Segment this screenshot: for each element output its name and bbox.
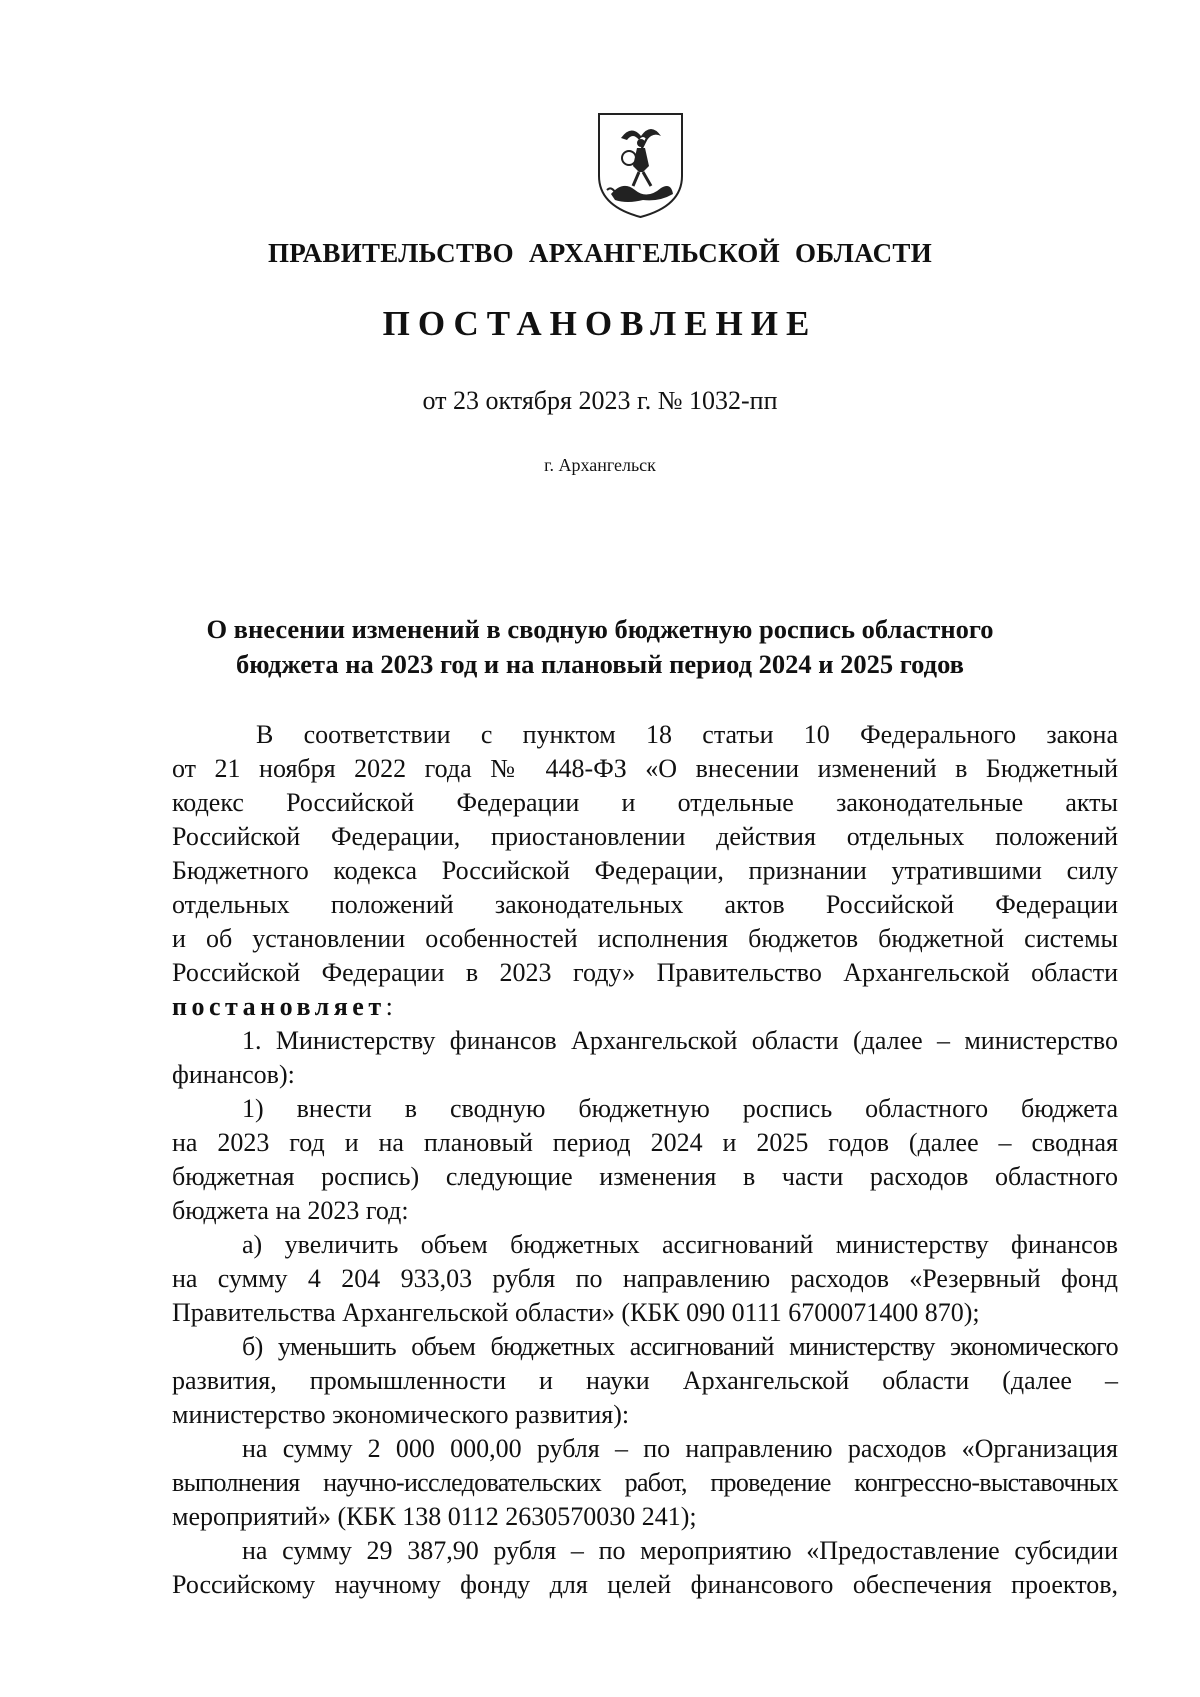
body-line: Российской Федерации, приостановлении действия отдельных положений	[172, 822, 1118, 851]
body-line: развития, промышленности и науки Архангельской области (далее –	[172, 1366, 1118, 1395]
body-line: б) уменьшить объем бюджетных ассигнований министерству экономического	[242, 1332, 1118, 1361]
body-line: выполнения научно-исследовательских работ, проведение конгрессно-выставочных	[172, 1468, 1118, 1497]
preamble-paragraph	[172, 718, 1118, 1024]
body-line: на 2023 год и на плановый период 2024 и 2025 годов (далее – сводная	[172, 1128, 1118, 1157]
document-city: г. Архангельск	[544, 455, 656, 475]
body-line: Российской Федерации в 2023 году» Правительство Архангельской области	[172, 958, 1118, 987]
body-line: Бюджетного кодекса Российской Федерации, признании утратившими силу	[172, 856, 1118, 885]
body-line: бюджета на 2023 год:	[172, 1196, 409, 1225]
document-type-title: ПОСТАНОВЛЕНИЕ	[382, 304, 818, 343]
subitem-b-paragraph	[172, 1330, 1118, 1432]
government-title: ПРАВИТЕЛЬСТВО АРХАНГЕЛЬСКОЙ ОБЛАСТИ	[267, 238, 933, 268]
document-date-number: от 23 октября 2023 г. № 1032-пп	[422, 386, 778, 415]
resolves-word: постановляет	[172, 992, 386, 1021]
body-line: финансов):	[172, 1060, 295, 1089]
item-1-paragraph	[172, 1024, 1118, 1092]
coat-of-arms-emblem	[593, 110, 688, 220]
body-line: а) увеличить объем бюджетных ассигнований министерству финансов	[242, 1230, 1118, 1259]
body-line: мероприятий» (КБК 138 0112 2630570030 241);	[172, 1502, 697, 1531]
subitem-a-paragraph	[172, 1228, 1118, 1330]
resolves-colon: :	[385, 992, 393, 1021]
body-line: министерство экономического развития):	[172, 1400, 630, 1429]
body-line: кодекс Российской Федерации и отдельные законодательные акты	[172, 788, 1118, 817]
body-line: 1. Министерству финансов Архангельской области (далее – министерство	[242, 1026, 1118, 1055]
body-line: на сумму 4 204 933,03 рубля по направлению расходов «Резервный фонд	[172, 1264, 1118, 1293]
body-line: 1) внести в сводную бюджетную роспись областного бюджета	[242, 1094, 1118, 1123]
subject-line: О внесении изменений в сводную бюджетную роспись областного	[206, 614, 994, 644]
body-line: бюджетная роспись) следующие изменения в части расходов областного	[172, 1162, 1118, 1191]
subitem-1-paragraph	[172, 1092, 1118, 1228]
body-line: Правительства Архангельской области» (КБК 090 0111 6700071400 870);	[172, 1298, 980, 1327]
body-line: на сумму 29 387,90 рубля – по мероприятию «Предоставление субсидии	[242, 1536, 1118, 1565]
resolves-line	[172, 990, 1118, 1024]
body-line: на сумму 2 000 000,00 рубля – по направлению расходов «Организация	[242, 1434, 1118, 1463]
document-subject	[0, 612, 1200, 682]
body-line: отдельных положений законодательных актов Российской Федерации	[172, 890, 1118, 919]
body-line: Российскому научному фонду для целей финансового обеспечения проектов,	[172, 1570, 1118, 1599]
body-line: В соответствии с пунктом 18 статьи 10 Федерального закона	[256, 720, 1118, 749]
amount-1-paragraph	[172, 1432, 1118, 1534]
amount-2-paragraph	[172, 1534, 1118, 1602]
document-body	[172, 718, 1118, 1602]
subject-line: бюджета на 2023 год и на плановый период 2024 и 2025 годов	[236, 649, 964, 679]
body-line: и об установлении особенностей исполнения бюджетов бюджетной системы	[172, 924, 1118, 953]
body-line: от 21 ноября 2022 года № 448-ФЗ «О внесении изменений в Бюджетный	[172, 754, 1118, 783]
